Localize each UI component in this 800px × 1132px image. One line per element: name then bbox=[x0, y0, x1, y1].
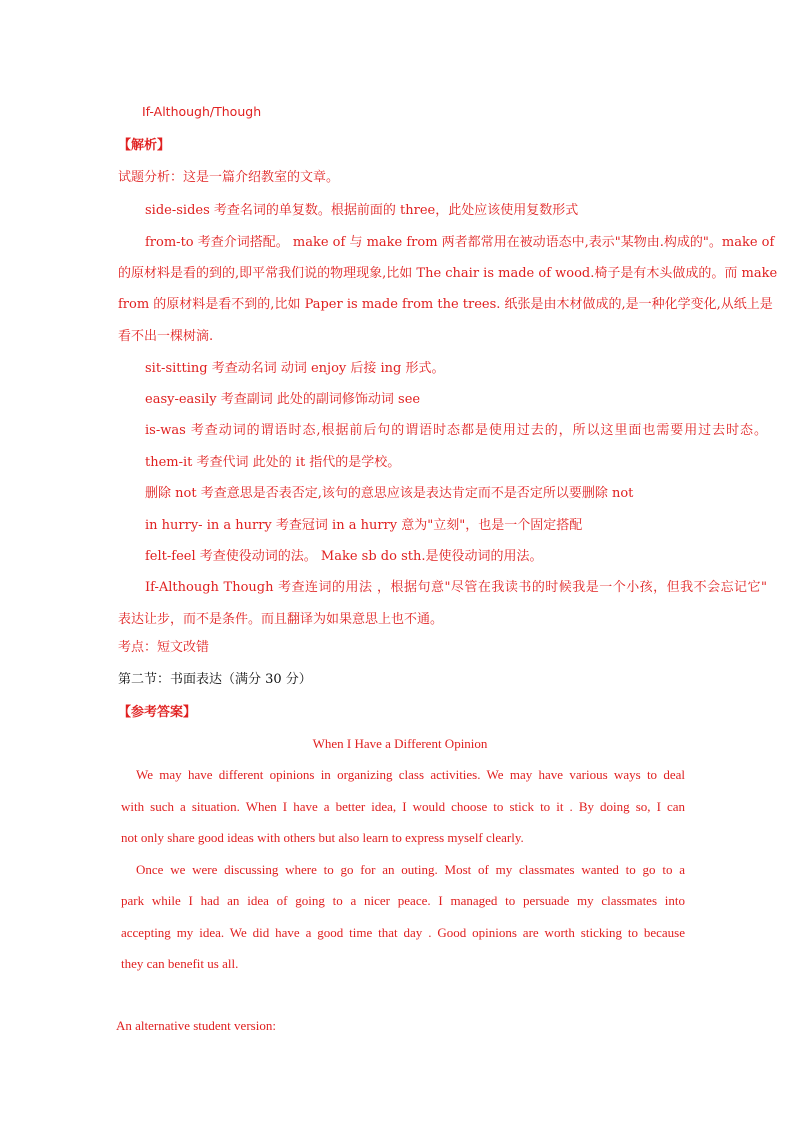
analysis-heading: 【解析】 bbox=[118, 138, 171, 153]
essay-line: Once we were discussing where to go for an outing. Most of my classmates wanted to go to a bbox=[136, 862, 685, 877]
analysis-item-hurry: in hurry- in a hurry 考查冠词 in a hurry 意为"立刻"，也是一个固定搭配 bbox=[145, 518, 583, 533]
essay-line: park while I had an idea of going to a nicer peace. I managed to persuade my classmates into bbox=[121, 893, 685, 908]
alternative-version-label: An alternative student version: bbox=[116, 1018, 276, 1033]
analysis-item-not: 删除 not 考查意思是否表否定,该句的意思应该是表达肯定而不是否定所以要删除 not bbox=[145, 486, 634, 501]
analysis-item-sides: side-sides 考查名词的单复数。根据前面的 three，此处应该使用复数形式 bbox=[145, 203, 579, 218]
analysis-item-from-to-cont: 的原材料是看的到的,即平常我们说的物理现象,比如 The chair is made of wood.椅子是有木头做成的。而 make bbox=[118, 266, 778, 281]
essay-line: accepting my idea. We did have a good time that day . Good opinions are worth sticking to because bbox=[121, 925, 685, 940]
essay-line: not only share good ideas with others but also learn to express myself clearly. bbox=[121, 830, 524, 845]
analysis-item-from-to-cont: from 的原材料是看不到的,比如 Paper is made from the trees. 纸张是由木材做成的,是一种化学变化,从纸上是 bbox=[118, 297, 773, 312]
essay-line: with such a situation. When I have a better idea, I would choose to stick to it . By doing so, I can bbox=[121, 799, 685, 814]
header-line: If-Although/Though bbox=[142, 104, 262, 119]
kaodian-label: 考点：短文改错 bbox=[118, 640, 210, 655]
analysis-item-although: If-Although Though 考查连词的用法 ，根据句意"尽管在我读书的时候我是一个小孩，但我不会忘记它" bbox=[145, 580, 767, 595]
reference-heading: 【参考答案】 bbox=[118, 705, 197, 720]
analysis-item-sitting: sit-sitting 考查动名词 动词 enjoy 后接 ing 形式。 bbox=[145, 361, 445, 376]
analysis-item-it: them-it 考查代词 此处的 it 指代的是学校。 bbox=[145, 455, 401, 470]
analysis-item-from-to-cont: 看不出一棵树滴. bbox=[118, 329, 214, 344]
analysis-item-from-to: from-to 考查介词搭配。 make of 与 make from 两者都常用在被动语态中,表示"某物由.构成的"。make of bbox=[145, 235, 775, 250]
essay-line: they can benefit us all. bbox=[121, 956, 239, 971]
analysis-item-was: is-was 考查动词的谓语时态,根据前后句的谓语时态都是使用过去的，所以这里面也需要用过去时态。 bbox=[145, 423, 767, 438]
essay-title: When I Have a Different Opinion bbox=[312, 736, 488, 751]
section-two-heading: 第二节：书面表达（满分 30 分） bbox=[118, 672, 312, 687]
analysis-item-easily: easy-easily 考查副词 此处的副词修饰动词 see bbox=[145, 392, 421, 407]
analysis-item-feel: felt-feel 考查使役动词的法。 Make sb do sth.是使役动词的用法。 bbox=[145, 549, 543, 564]
analysis-item-although-cont: 表达让步，而不是条件。而且翻译为如果意思上也不通。 bbox=[118, 612, 444, 627]
essay-line: We may have different opinions in organizing class activities. We may have various ways to deal bbox=[136, 767, 685, 782]
analysis-intro: 试题分析：这是一篇介绍教室的文章。 bbox=[118, 170, 340, 185]
